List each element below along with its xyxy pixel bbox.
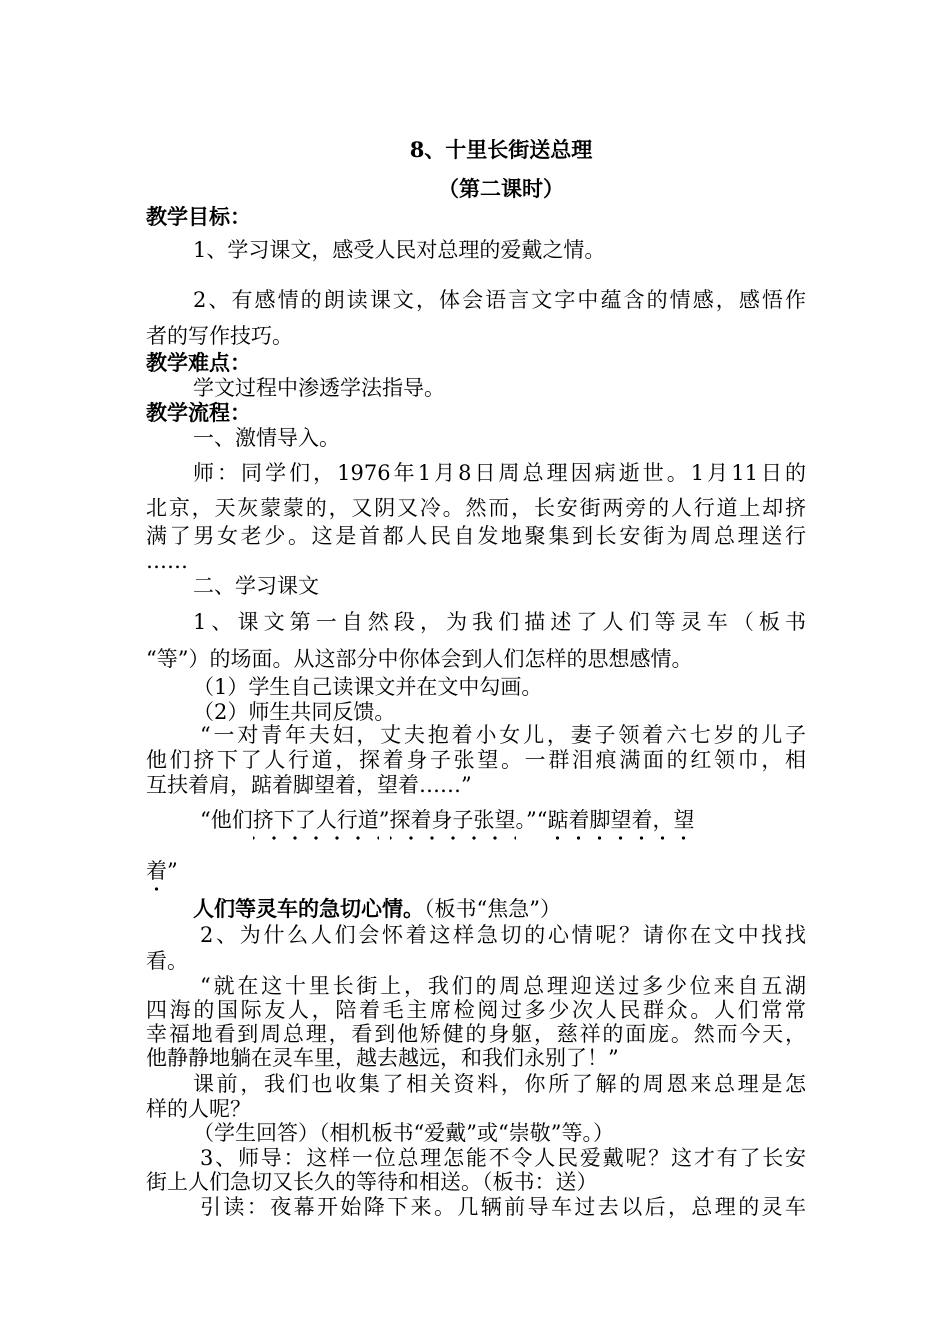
- emphasis-dotted-4: 着: [146, 859, 167, 883]
- preclass-line-1: 课前，我们也收集了相关资料，你所了解的周恩来总理是怎: [193, 1072, 806, 1096]
- summary-rest: （板书“焦急”）: [424, 897, 561, 921]
- paragraph-2-line-1: 2、为什么人们会怀着这样急切的心情呢？请你在文中找找: [200, 923, 806, 947]
- lead-reading-line-1: 引读：夜幕开始降下来。几辆前导车过去以后，总理的灵车: [200, 1195, 806, 1219]
- emphasis-dotted-3: 踮着脚望着，望: [547, 808, 695, 832]
- summary-line: [193, 896, 806, 922]
- step-1-heading: 一、激情导入。: [193, 426, 340, 450]
- goal-2-line-2: 者的写作技巧。: [146, 324, 293, 348]
- goal-2-line-1: 2、有感情的朗读课文，体会语言文字中蕴含的情感，感悟作: [193, 288, 806, 312]
- document-title: 8、十里长街送总理: [409, 137, 593, 162]
- paragraph-1-line-1: 1、课文第一自然段，为我们描述了人们等灵车（板书: [193, 610, 806, 634]
- goals-heading: 教学目标：: [146, 204, 251, 229]
- paragraph-1-sub-1: （1）学生自己读课文并在文中勾画。: [193, 675, 543, 699]
- emphasis-line-1: [200, 807, 806, 833]
- quote-2-line-3: 幸福地看到周总理，看到他矫健的身躯，慈祥的面庞。然而今天，: [146, 1022, 806, 1046]
- paragraph-3-line-1: 3、师导：这样一位总理怎能不令人民爱戴呢？这才有了长安: [200, 1146, 806, 1170]
- emphasis-dotted-2: 探着身子张望: [389, 808, 516, 832]
- difficulty-text: 学文过程中渗透学法指导。: [193, 376, 445, 400]
- difficulty-heading: 教学难点：: [146, 350, 251, 375]
- emphasis-close: ”: [167, 859, 178, 883]
- quote-1-line-3: 互扶着肩，踮着脚望着，望着……”: [146, 773, 472, 797]
- emphasis-mid-2: 。”“: [515, 808, 548, 832]
- goal-1: 1、学习课文，感受人民对总理的爱戴之情。: [193, 238, 606, 262]
- paragraph-3-line-2: 街上人们急切又长久的等待和相送。（板书：送）: [146, 1170, 598, 1194]
- document-subtitle: （第二课时）: [438, 176, 564, 201]
- emphasis-open: “他们: [200, 808, 253, 832]
- process-heading: 教学流程：: [146, 400, 251, 425]
- summary-bold: 人们等灵车的急切心情。: [193, 896, 424, 921]
- paragraph-1-line-2: “等”）的场面。从这部分中你体会到人们怎样的思想感情。: [146, 647, 693, 671]
- intro-line-1: 师：同学们，1976年1月8日周总理因病逝世。1月11日的: [193, 461, 806, 485]
- student-answer: （学生回答）（相机板书“爱戴”或“崇敬”等。）: [193, 1121, 614, 1145]
- preclass-line-2: 样的人呢？: [146, 1097, 251, 1121]
- paragraph-2-line-2: 看。: [146, 949, 188, 973]
- intro-line-2: 北京，天灰蒙蒙的，又阴又冷。然而，长安街两旁的人行道上却挤: [146, 496, 806, 520]
- intro-line-3: 满了男女老少。这是首都人民自发地聚集到长安街为周总理送行: [146, 524, 806, 548]
- paragraph-1-sub-2: （2）师生共同反馈。: [193, 700, 396, 724]
- emphasis-mid-1: ”: [378, 808, 390, 832]
- emphasis-dotted-1: 挤下了人行道: [252, 808, 379, 832]
- intro-line-4: ……: [146, 549, 188, 573]
- quote-1-line-1: “一对青年夫妇，丈夫抱着小女儿，妻子领着六七岁的儿子: [200, 723, 806, 747]
- step-2-heading: 二、学习课文: [193, 574, 319, 598]
- quote-2-line-1: “就在这十里长街上，我们的周总理迎送过多少位来自五湖: [200, 974, 806, 998]
- quote-1-line-2: 他们挤下了人行道，探着身子张望。一群泪痕满面的红领巾，相: [146, 748, 806, 772]
- emphasis-line-2: [146, 858, 806, 884]
- quote-2-line-2: 四海的国际友人，陪着毛主席检阅过多少次人民群众。人们常常: [146, 998, 806, 1022]
- quote-2-line-4: 他静静地躺在灵车里，越去越远，和我们永别了！”: [146, 1046, 619, 1070]
